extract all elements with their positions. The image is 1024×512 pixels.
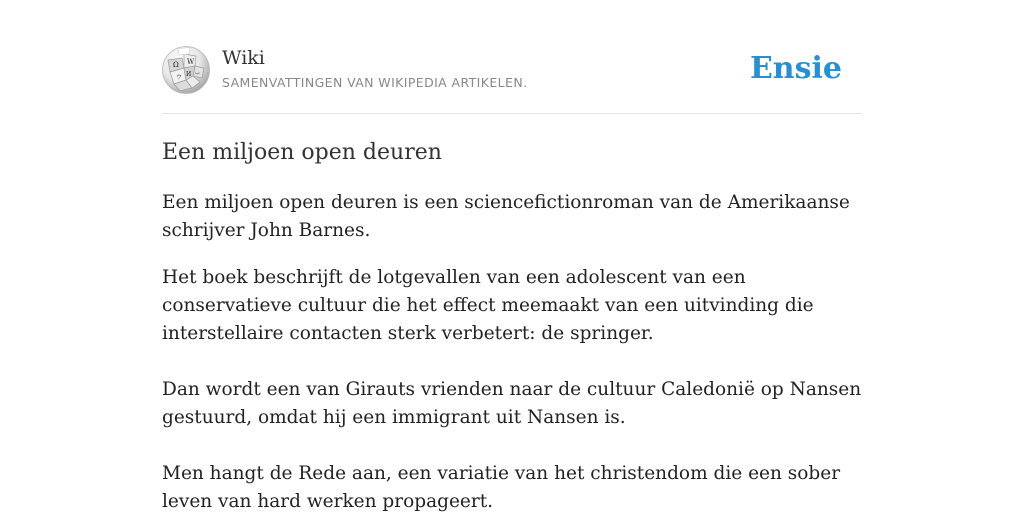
article-title: Een miljoen open deuren (162, 140, 442, 165)
content-container (162, 0, 862, 512)
svg-text:W: W (187, 58, 195, 66)
site-name[interactable]: Wiki (222, 47, 265, 69)
site-header (162, 0, 862, 114)
svg-text:ب: ب (195, 70, 200, 76)
article-text: Het boek beschrijft de lotgevallen van een adolescent van een conservatieve cultuur die het effect meemaakt van een uitvinding die interstellaire contacten sterk verbetert: de springer. Dan wordt een van Girauts vrienden naar de cultuur Caledonië op Nansen gestuurd, omdat hij een immigrant uit Nansen is. Men hangt de Rede aan, een variatie van het christendom die een sober leven van hard werken propageert. (162, 267, 862, 512)
wikipedia-globe-icon[interactable] (162, 46, 210, 94)
site-tagline: SAMENVATTINGEN VAN WIKIPEDIA ARTIKELEN. (222, 75, 528, 90)
ensie-brand-link[interactable]: Ensie (749, 51, 842, 86)
article-body (162, 189, 862, 512)
article-intro: Een miljoen open deuren is een sciencefictionroman van de Amerikaanse schrijver John Barnes. (162, 192, 850, 241)
svg-text:Ω: Ω (173, 61, 179, 69)
svg-text:ウ: ウ (176, 74, 183, 81)
svg-text:И: И (186, 71, 192, 78)
